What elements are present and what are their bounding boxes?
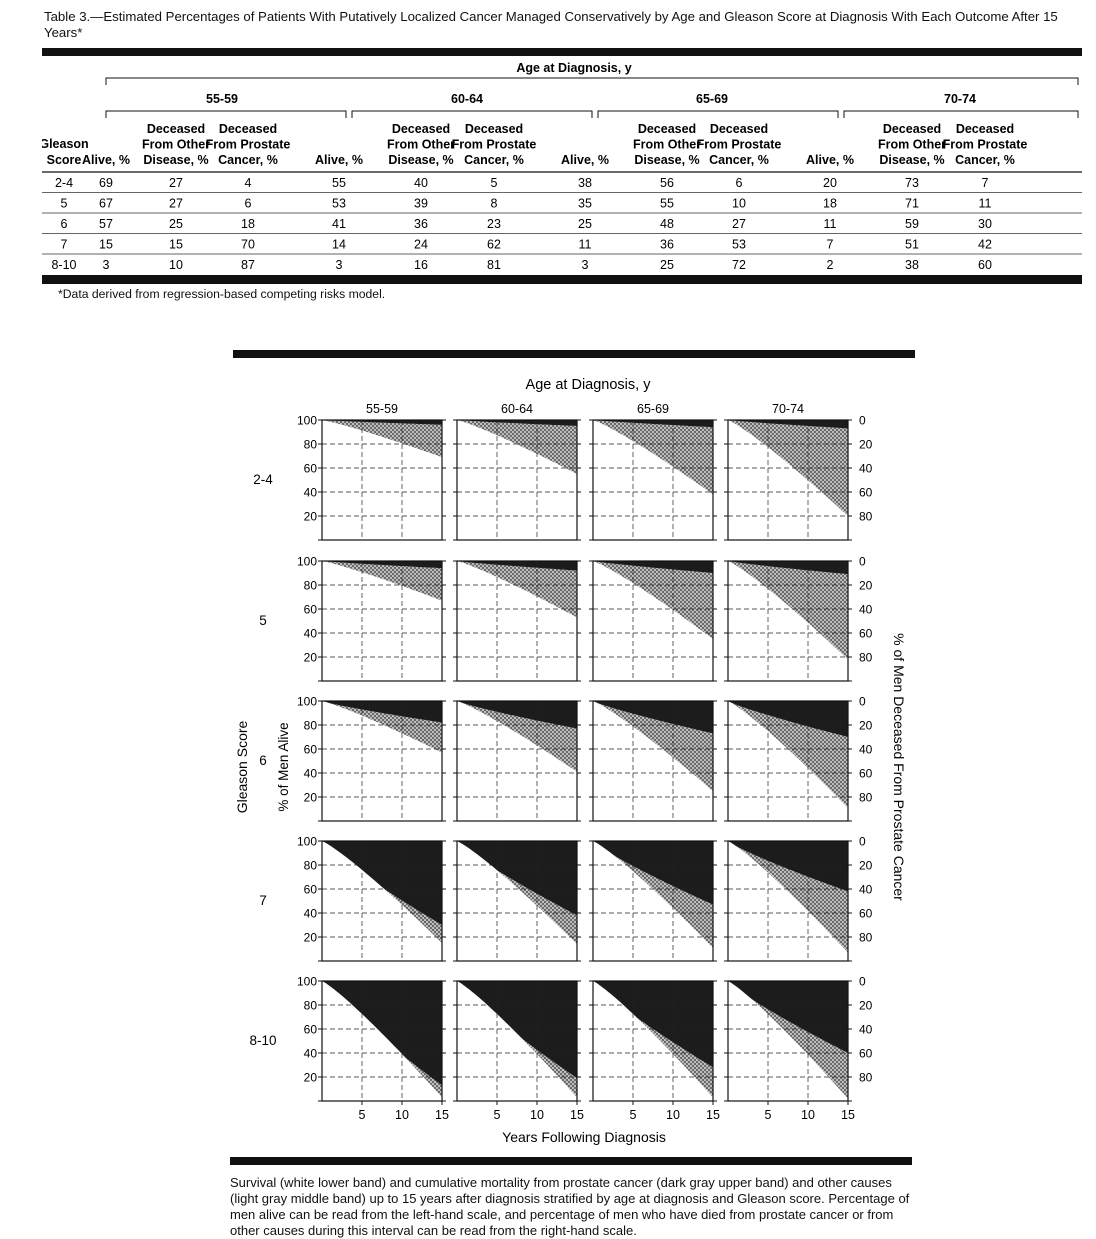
x-tick-label: 5 [493,1108,501,1122]
table-cell: 25 [169,217,183,231]
x-tick-label: 15 [841,1108,855,1122]
y-tick-left: 80 [303,858,317,873]
x-tick-label: 10 [395,1108,409,1122]
column-header-line: From Prostate [942,137,1028,152]
table-cell: 25 [578,217,592,231]
y-tick-left: 60 [303,1022,317,1037]
y-tick-right: 60 [859,766,873,781]
column-header-line: From Other [386,137,456,152]
y-tick-left: 100 [296,554,317,569]
age-group-bracket [106,111,346,118]
table-cell: 14 [332,237,346,252]
x-tick-label: 10 [801,1108,815,1122]
y-tick-left: 80 [303,998,317,1013]
x-tick-label: 5 [764,1108,772,1122]
column-header-line: Disease, % [634,153,700,167]
panel-column-label: 60-64 [501,402,533,416]
y-tick-right: 0 [859,554,866,569]
y-tick-left: 40 [303,1046,317,1061]
y-tick-left: 40 [303,626,317,641]
column-header-line: Disease, % [388,153,454,167]
y-tick-right: 20 [859,998,873,1013]
table-cell: 3 [335,258,343,272]
table-cell: 30 [978,217,992,231]
figure-top-rule [233,350,915,358]
spanner-bracket [106,78,1078,85]
y-tick-right: 80 [859,650,873,665]
y-axis-right-label: % of Men Deceased From Prostate Cancer [891,633,907,901]
y-tick-right: 20 [859,858,873,873]
y-tick-left: 40 [303,906,317,921]
column-header-line: Cancer, % [218,153,278,167]
row-score: 8-10 [51,258,77,272]
panel-row-label: 6 [259,753,267,768]
y-tick-right: 0 [859,974,866,989]
age-group-bracket [598,111,838,118]
column-header-line: From Prostate [451,137,537,152]
y-tick-right: 60 [859,485,873,500]
panel-row-label: 8-10 [249,1033,277,1048]
age-group-header: 55-59 [206,92,238,106]
table-cell: 3 [581,258,589,272]
y-tick-right: 60 [859,1046,873,1061]
table-cell: 6 [735,176,743,190]
y-tick-right: 0 [859,413,866,428]
table-cell: 8 [490,196,498,211]
table-footnote: *Data derived from regression-based competing risks model. [58,287,386,301]
table-cell: 73 [905,176,919,190]
y-tick-left: 20 [303,930,317,945]
row-score: 5 [60,196,68,211]
outcome-table [42,48,1082,289]
table-cell: 55 [660,196,674,211]
table-top-rule [42,48,1082,56]
y-tick-right: 40 [859,1022,873,1037]
y-tick-left: 100 [296,694,317,709]
x-tick-label: 5 [629,1108,637,1122]
age-group-bracket [844,111,1078,118]
table-caption [44,9,1084,41]
y-tick-right: 60 [859,906,873,921]
column-header-line: From Prostate [696,137,782,152]
y-tick-right: 80 [859,1070,873,1085]
y-tick-left: 40 [303,485,317,500]
table-caption-label: Table 3.— [44,9,104,24]
y-tick-right: 80 [859,509,873,524]
y-tick-left: 20 [303,790,317,805]
column-header-line: Deceased [391,122,451,136]
stub-header-line: Gleason [42,137,89,151]
x-axis-label: Years Following Diagnosis [502,1129,666,1145]
age-group-bracket [352,111,592,118]
column-header-line: From Other [877,137,947,152]
y-tick-right: 60 [859,626,873,641]
table-cell: 39 [414,196,428,211]
table-cell: 11 [578,237,592,252]
panel-row-label: 5 [259,613,267,628]
y-tick-left: 20 [303,509,317,524]
y-tick-right: 20 [859,578,873,593]
y-tick-right: 20 [859,718,873,733]
y-tick-right: 0 [859,694,866,709]
column-header-line: From Prostate [205,137,291,152]
column-header-line: From Other [141,137,211,152]
y-tick-left: 20 [303,650,317,665]
table-cell: 16 [414,258,428,272]
y-tick-right: 40 [859,882,873,897]
y-tick-right: 0 [859,834,866,849]
column-header-line: Cancer, % [955,153,1015,167]
table-cell: 27 [169,176,183,190]
table-cell: 25 [660,258,674,272]
figure-caption: Survival (white lower band) and cumulative mortality from prostate cancer (dark gray upper band) and other causes (light gray middle band) up to 15 years after diagnosis stratified by age at diagnosis and Gleason score. Percentage of men alive can be read from the left-hand scale, and percentage of men who have died from prostate cancer or from other causes during this interval can be read from the right-hand scale. [230,1175,910,1238]
age-group-header: 65-69 [696,92,728,106]
y-tick-left: 60 [303,742,317,757]
y-tick-right: 40 [859,461,873,476]
table-cell: 7 [826,237,834,252]
column-header-line: Deceased [218,122,278,136]
column-header-line: Cancer, % [709,153,769,167]
column-header-line: Alive, % [561,153,609,167]
table-cell: 15 [169,237,183,252]
panel-grid [249,402,872,1122]
y-tick-left: 80 [303,578,317,593]
panel-row-label: 7 [259,893,267,908]
table-bottom-rule [42,275,1082,284]
table-cell: 71 [905,196,919,211]
x-tick-label: 15 [435,1108,449,1122]
y-tick-right: 80 [859,790,873,805]
y-tick-right: 40 [859,742,873,757]
gleason-score-label: Gleason Score [234,720,250,814]
table-cell: 7 [981,176,989,190]
column-header-line: Disease, % [143,153,209,167]
table-cell: 15 [99,237,113,252]
y-tick-right: 40 [859,602,873,617]
column-header-line: Deceased [637,122,697,136]
table-cell: 69 [99,176,113,190]
y-tick-left: 100 [296,834,317,849]
y-axis-left-label: % of Men Alive [276,722,291,812]
table-cell: 36 [414,217,428,231]
column-header-line: Alive, % [82,153,130,167]
table-cell: 6 [244,196,252,211]
y-tick-left: 20 [303,1070,317,1085]
x-tick-label: 10 [666,1108,680,1122]
x-tick-label: 10 [530,1108,544,1122]
outcome-table-grid [42,48,1082,284]
table-cell: 87 [241,258,255,272]
table-cell: 35 [578,196,592,211]
table-caption-text: Estimated Percentages of Patients With Putatively Localized Cancer Managed Conservatively by Age and Gleason Score at Diagnosis With Each Outcome After 15 Years* [44,9,1058,40]
y-tick-left: 40 [303,766,317,781]
panel-column-label: 65-69 [637,402,669,416]
table-cell: 60 [978,258,992,272]
y-tick-left: 60 [303,461,317,476]
y-tick-left: 80 [303,437,317,452]
table-cell: 10 [732,196,746,211]
table-cell: 11 [978,196,992,211]
table-cell: 5 [490,176,498,190]
table-cell: 81 [487,258,501,272]
table-cell: 27 [169,196,183,211]
y-tick-left: 80 [303,718,317,733]
table-cell: 48 [660,217,674,231]
table-cell: 40 [414,176,428,190]
table-cell: 38 [905,258,919,272]
row-score: 6 [60,217,68,231]
table-cell: 41 [332,217,346,231]
x-tick-label: 5 [358,1108,366,1122]
y-tick-left: 100 [296,413,317,428]
table-cell: 59 [905,217,919,231]
stub-header-line: Score [46,153,82,167]
table-cell: 18 [823,196,837,211]
table-cell: 4 [244,176,252,190]
y-tick-left: 60 [303,602,317,617]
table-cell: 38 [578,176,592,190]
y-tick-right: 80 [859,930,873,945]
column-header-line: Deceased [464,122,524,136]
table-cell: 70 [241,237,255,252]
column-header-line: Cancer, % [464,153,524,167]
panel-column-label: 70-74 [772,402,804,416]
table-cell: 55 [332,176,346,190]
table-cell: 20 [823,176,837,190]
table-cell: 18 [241,217,255,231]
y-tick-left: 100 [296,974,317,989]
figure-title: Age at Diagnosis, y [525,377,651,393]
column-header-line: Deceased [146,122,206,136]
table-cell: 51 [905,237,919,252]
table-cell: 36 [660,237,674,252]
table-cell: 53 [332,196,346,211]
x-tick-label: 15 [706,1108,720,1122]
table-cell: 3 [102,258,110,272]
table-cell: 72 [732,258,746,272]
table-cell: 10 [169,258,183,272]
row-score: 2-4 [54,176,74,190]
column-header-line: Alive, % [315,153,363,167]
column-header-line: Disease, % [879,153,945,167]
table-cell: 62 [487,237,501,252]
table-cell: 23 [487,217,501,231]
x-tick-label: 15 [570,1108,584,1122]
age-group-header: 60-64 [451,92,483,106]
table-cell: 27 [732,217,746,231]
y-tick-right: 20 [859,437,873,452]
y-tick-left: 60 [303,882,317,897]
panel-row-label: 2-4 [253,472,273,487]
column-header-line: Deceased [955,122,1015,136]
table-cell: 57 [99,217,113,231]
column-header-line: Deceased [709,122,769,136]
table-cell: 11 [823,217,837,231]
column-header-line: From Other [632,137,702,152]
row-score: 7 [60,237,68,252]
age-group-header: 70-74 [944,92,976,106]
panel-column-label: 55-59 [366,402,398,416]
table-cell: 42 [978,237,992,252]
figure-bottom-rule [230,1157,912,1165]
survival-figure [230,347,920,1177]
table-cell: 24 [414,237,428,252]
table-spanner: Age at Diagnosis, y [516,61,632,75]
table-cell: 67 [99,196,113,211]
table-cell: 53 [732,237,746,252]
column-header-line: Deceased [882,122,942,136]
table-cell: 56 [660,176,674,190]
table-cell: 2 [826,258,834,272]
column-header-line: Alive, % [806,153,854,167]
